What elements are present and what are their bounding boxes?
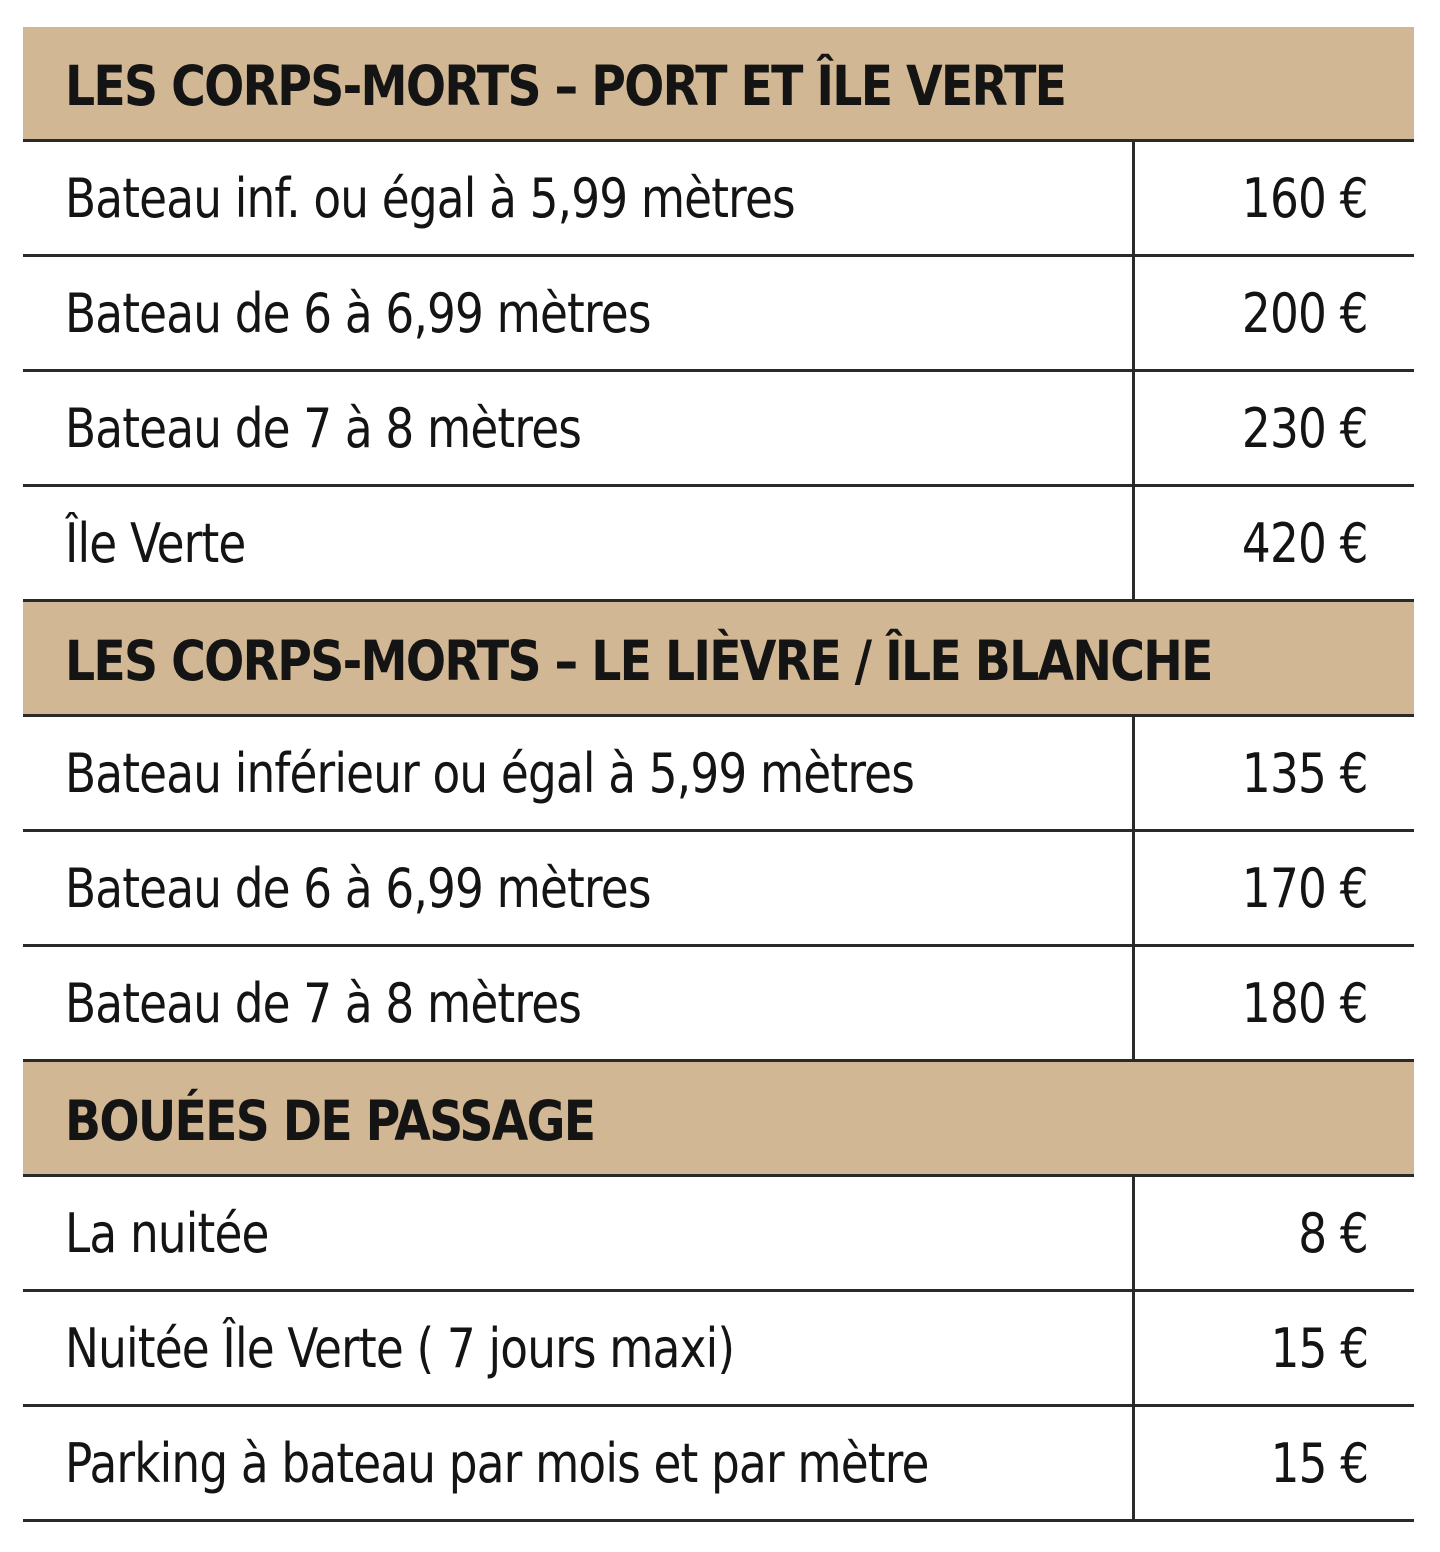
- row-label-cell: [23, 717, 1135, 829]
- row-price: 160 €: [1242, 166, 1368, 230]
- table-row: [23, 372, 1414, 487]
- section-title: LES CORPS-MORTS – PORT ET ÎLE VERTE: [65, 54, 1066, 118]
- row-label: Parking à bateau par mois et par mètre: [65, 1431, 929, 1495]
- row-label-cell: [23, 142, 1135, 254]
- row-label-cell: [23, 832, 1135, 944]
- row-price-cell: [1135, 142, 1414, 254]
- row-label: Bateau inférieur ou égal à 5,99 mètres: [65, 741, 914, 805]
- row-label-cell: [23, 487, 1135, 599]
- row-price: 230 €: [1242, 396, 1368, 460]
- section-title: BOUÉES DE PASSAGE: [65, 1089, 595, 1153]
- table-row: [23, 142, 1414, 257]
- row-price: 8 €: [1298, 1201, 1368, 1265]
- row-price-cell: [1135, 487, 1414, 599]
- row-price-cell: [1135, 372, 1414, 484]
- table-row: [23, 1177, 1414, 1292]
- row-label: Nuitée Île Verte ( 7 jours maxi): [65, 1316, 735, 1380]
- row-price-cell: [1135, 1292, 1414, 1404]
- section-header: [23, 27, 1414, 142]
- row-label-cell: [23, 372, 1135, 484]
- row-price-cell: [1135, 1407, 1414, 1519]
- row-label: Bateau de 7 à 8 mètres: [65, 396, 582, 460]
- row-label: Bateau inf. ou égal à 5,99 mètres: [65, 166, 795, 230]
- row-label: Bateau de 6 à 6,99 mètres: [65, 856, 651, 920]
- row-price: 200 €: [1242, 281, 1368, 345]
- row-label-cell: [23, 1177, 1135, 1289]
- section-header: [23, 1062, 1414, 1177]
- section-header: [23, 602, 1414, 717]
- row-label: La nuitée: [65, 1201, 269, 1265]
- table-row: [23, 1292, 1414, 1407]
- section-title: LES CORPS-MORTS – LE LIÈVRE / ÎLE BLANCHE: [65, 629, 1212, 693]
- row-label-cell: [23, 1407, 1135, 1519]
- row-label: Île Verte: [65, 511, 246, 575]
- row-label-cell: [23, 1292, 1135, 1404]
- table-row: [23, 1407, 1414, 1522]
- row-price: 15 €: [1270, 1431, 1368, 1495]
- row-price-cell: [1135, 257, 1414, 369]
- row-price-cell: [1135, 1177, 1414, 1289]
- table-row: [23, 717, 1414, 832]
- row-label-cell: [23, 947, 1135, 1059]
- table-row: [23, 832, 1414, 947]
- row-price: 420 €: [1242, 511, 1368, 575]
- row-price-cell: [1135, 832, 1414, 944]
- row-price-cell: [1135, 947, 1414, 1059]
- row-price: 15 €: [1270, 1316, 1368, 1380]
- pricing-table: [23, 27, 1414, 1522]
- table-row: [23, 487, 1414, 602]
- row-label: Bateau de 7 à 8 mètres: [65, 971, 582, 1035]
- row-price: 170 €: [1242, 856, 1368, 920]
- row-label-cell: [23, 257, 1135, 369]
- row-price: 180 €: [1242, 971, 1368, 1035]
- table-row: [23, 947, 1414, 1062]
- table-row: [23, 257, 1414, 372]
- row-price-cell: [1135, 717, 1414, 829]
- row-price: 135 €: [1242, 741, 1368, 805]
- row-label: Bateau de 6 à 6,99 mètres: [65, 281, 651, 345]
